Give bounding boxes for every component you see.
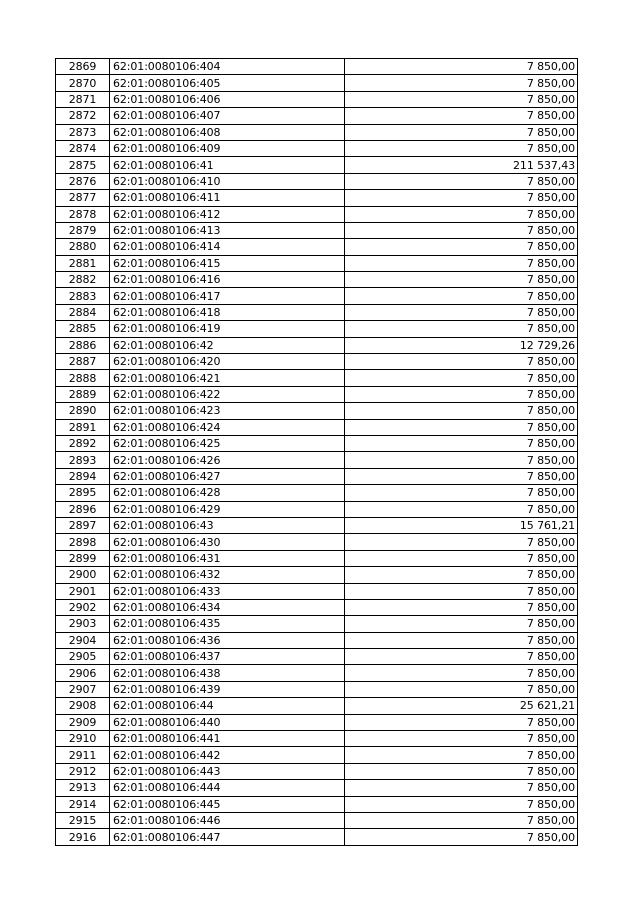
cadastral-number-cell: 62:01:0080106:42 <box>110 337 345 353</box>
cadastral-value-cell: 7 850,00 <box>345 239 578 255</box>
cadastral-value-cell: 15 761,21 <box>345 517 578 533</box>
row-number-cell: 2906 <box>56 665 110 681</box>
table-row <box>56 829 578 845</box>
row-number-cell: 2891 <box>56 419 110 435</box>
table-row <box>56 681 578 697</box>
cadastral-value-cell: 7 850,00 <box>345 616 578 632</box>
table-row <box>56 140 578 156</box>
cadastral-number-cell: 62:01:0080106:437 <box>110 649 345 665</box>
table-row <box>56 468 578 484</box>
row-number-cell: 2869 <box>56 59 110 75</box>
cadastral-number-cell: 62:01:0080106:446 <box>110 812 345 828</box>
cadastral-number-cell: 62:01:0080106:447 <box>110 829 345 845</box>
cadastral-number-cell: 62:01:0080106:424 <box>110 419 345 435</box>
table-row <box>56 272 578 288</box>
row-number-cell: 2881 <box>56 255 110 271</box>
cadastral-value-table <box>55 58 578 846</box>
cadastral-number-cell: 62:01:0080106:43 <box>110 517 345 533</box>
cadastral-number-cell: 62:01:0080106:439 <box>110 681 345 697</box>
cadastral-number-cell: 62:01:0080106:417 <box>110 288 345 304</box>
row-number-cell: 2884 <box>56 304 110 320</box>
table-body <box>56 59 578 846</box>
table-row <box>56 337 578 353</box>
table-row <box>56 517 578 533</box>
row-number-cell: 2870 <box>56 75 110 91</box>
table-row <box>56 288 578 304</box>
cadastral-number-cell: 62:01:0080106:413 <box>110 222 345 238</box>
cadastral-number-cell: 62:01:0080106:412 <box>110 206 345 222</box>
cadastral-number-cell: 62:01:0080106:428 <box>110 485 345 501</box>
table-row <box>56 763 578 779</box>
row-number-cell: 2892 <box>56 435 110 451</box>
cadastral-value-cell: 7 850,00 <box>345 190 578 206</box>
table-row <box>56 747 578 763</box>
row-number-cell: 2904 <box>56 632 110 648</box>
cadastral-number-cell: 62:01:0080106:404 <box>110 59 345 75</box>
row-number-cell: 2894 <box>56 468 110 484</box>
row-number-cell: 2907 <box>56 681 110 697</box>
cadastral-value-cell: 7 850,00 <box>345 665 578 681</box>
row-number-cell: 2900 <box>56 567 110 583</box>
cadastral-value-cell: 7 850,00 <box>345 222 578 238</box>
cadastral-value-cell: 7 850,00 <box>345 747 578 763</box>
row-number-cell: 2914 <box>56 796 110 812</box>
table-row <box>56 452 578 468</box>
cadastral-value-cell: 211 537,43 <box>345 157 578 173</box>
cadastral-value-cell: 7 850,00 <box>345 550 578 566</box>
table-row <box>56 501 578 517</box>
row-number-cell: 2913 <box>56 780 110 796</box>
row-number-cell: 2911 <box>56 747 110 763</box>
cadastral-number-cell: 62:01:0080106:431 <box>110 550 345 566</box>
row-number-cell: 2899 <box>56 550 110 566</box>
table-row <box>56 780 578 796</box>
cadastral-value-cell: 7 850,00 <box>345 567 578 583</box>
cadastral-number-cell: 62:01:0080106:435 <box>110 616 345 632</box>
row-number-cell: 2878 <box>56 206 110 222</box>
cadastral-value-cell: 7 850,00 <box>345 255 578 271</box>
row-number-cell: 2876 <box>56 173 110 189</box>
cadastral-value-cell: 7 850,00 <box>345 75 578 91</box>
cadastral-value-cell: 7 850,00 <box>345 59 578 75</box>
row-number-cell: 2890 <box>56 403 110 419</box>
table-row <box>56 386 578 402</box>
cadastral-number-cell: 62:01:0080106:422 <box>110 386 345 402</box>
cadastral-number-cell: 62:01:0080106:415 <box>110 255 345 271</box>
cadastral-value-cell: 7 850,00 <box>345 731 578 747</box>
cadastral-number-cell: 62:01:0080106:434 <box>110 599 345 615</box>
cadastral-value-cell: 12 729,26 <box>345 337 578 353</box>
cadastral-value-cell: 7 850,00 <box>345 108 578 124</box>
cadastral-value-cell: 7 850,00 <box>345 419 578 435</box>
cadastral-value-cell: 25 621,21 <box>345 698 578 714</box>
row-number-cell: 2886 <box>56 337 110 353</box>
cadastral-number-cell: 62:01:0080106:430 <box>110 534 345 550</box>
row-number-cell: 2872 <box>56 108 110 124</box>
table-row <box>56 599 578 615</box>
cadastral-number-cell: 62:01:0080106:423 <box>110 403 345 419</box>
cadastral-number-cell: 62:01:0080106:441 <box>110 731 345 747</box>
table-row <box>56 354 578 370</box>
row-number-cell: 2901 <box>56 583 110 599</box>
table-row <box>56 812 578 828</box>
cadastral-value-cell: 7 850,00 <box>345 468 578 484</box>
row-number-cell: 2879 <box>56 222 110 238</box>
cadastral-number-cell: 62:01:0080106:411 <box>110 190 345 206</box>
cadastral-value-cell: 7 850,00 <box>345 288 578 304</box>
row-number-cell: 2905 <box>56 649 110 665</box>
table-row <box>56 567 578 583</box>
row-number-cell: 2896 <box>56 501 110 517</box>
cadastral-value-cell: 7 850,00 <box>345 272 578 288</box>
table-row <box>56 485 578 501</box>
cadastral-number-cell: 62:01:0080106:41 <box>110 157 345 173</box>
cadastral-number-cell: 62:01:0080106:407 <box>110 108 345 124</box>
cadastral-number-cell: 62:01:0080106:433 <box>110 583 345 599</box>
cadastral-number-cell: 62:01:0080106:440 <box>110 714 345 730</box>
row-number-cell: 2916 <box>56 829 110 845</box>
row-number-cell: 2874 <box>56 140 110 156</box>
row-number-cell: 2908 <box>56 698 110 714</box>
table-row <box>56 108 578 124</box>
cadastral-number-cell: 62:01:0080106:443 <box>110 763 345 779</box>
table-row <box>56 370 578 386</box>
cadastral-number-cell: 62:01:0080106:442 <box>110 747 345 763</box>
cadastral-value-cell: 7 850,00 <box>345 452 578 468</box>
table-row <box>56 222 578 238</box>
row-number-cell: 2885 <box>56 321 110 337</box>
table-row <box>56 321 578 337</box>
table-row <box>56 206 578 222</box>
table-row <box>56 731 578 747</box>
cadastral-value-cell: 7 850,00 <box>345 812 578 828</box>
row-number-cell: 2915 <box>56 812 110 828</box>
row-number-cell: 2912 <box>56 763 110 779</box>
table-row <box>56 665 578 681</box>
cadastral-number-cell: 62:01:0080106:444 <box>110 780 345 796</box>
table-row <box>56 239 578 255</box>
cadastral-value-cell: 7 850,00 <box>345 649 578 665</box>
table-row <box>56 173 578 189</box>
cadastral-value-cell: 7 850,00 <box>345 763 578 779</box>
cadastral-value-cell: 7 850,00 <box>345 91 578 107</box>
table-row <box>56 649 578 665</box>
cadastral-value-cell: 7 850,00 <box>345 370 578 386</box>
cadastral-value-cell: 7 850,00 <box>345 140 578 156</box>
cadastral-number-cell: 62:01:0080106:420 <box>110 354 345 370</box>
table-row <box>56 616 578 632</box>
row-number-cell: 2902 <box>56 599 110 615</box>
row-number-cell: 2880 <box>56 239 110 255</box>
cadastral-value-cell: 7 850,00 <box>345 386 578 402</box>
row-number-cell: 2875 <box>56 157 110 173</box>
cadastral-number-cell: 62:01:0080106:421 <box>110 370 345 386</box>
table-row <box>56 796 578 812</box>
row-number-cell: 2897 <box>56 517 110 533</box>
table-row <box>56 124 578 140</box>
cadastral-value-cell: 7 850,00 <box>345 681 578 697</box>
cadastral-value-cell: 7 850,00 <box>345 354 578 370</box>
cadastral-number-cell: 62:01:0080106:436 <box>110 632 345 648</box>
cadastral-value-cell: 7 850,00 <box>345 829 578 845</box>
cadastral-number-cell: 62:01:0080106:406 <box>110 91 345 107</box>
cadastral-number-cell: 62:01:0080106:408 <box>110 124 345 140</box>
table-row <box>56 304 578 320</box>
cadastral-value-cell: 7 850,00 <box>345 124 578 140</box>
cadastral-value-cell: 7 850,00 <box>345 403 578 419</box>
row-number-cell: 2887 <box>56 354 110 370</box>
cadastral-value-cell: 7 850,00 <box>345 206 578 222</box>
table-row <box>56 75 578 91</box>
table-row <box>56 714 578 730</box>
cadastral-number-cell: 62:01:0080106:427 <box>110 468 345 484</box>
cadastral-number-cell: 62:01:0080106:409 <box>110 140 345 156</box>
cadastral-number-cell: 62:01:0080106:405 <box>110 75 345 91</box>
table-row <box>56 59 578 75</box>
cadastral-number-cell: 62:01:0080106:419 <box>110 321 345 337</box>
cadastral-value-cell: 7 850,00 <box>345 534 578 550</box>
row-number-cell: 2909 <box>56 714 110 730</box>
cadastral-number-cell: 62:01:0080106:426 <box>110 452 345 468</box>
table-row <box>56 419 578 435</box>
table-row <box>56 190 578 206</box>
table-row <box>56 157 578 173</box>
table-row <box>56 632 578 648</box>
row-number-cell: 2893 <box>56 452 110 468</box>
table-row <box>56 403 578 419</box>
row-number-cell: 2889 <box>56 386 110 402</box>
row-number-cell: 2895 <box>56 485 110 501</box>
cadastral-value-cell: 7 850,00 <box>345 632 578 648</box>
row-number-cell: 2883 <box>56 288 110 304</box>
cadastral-value-cell: 7 850,00 <box>345 485 578 501</box>
table-row <box>56 435 578 451</box>
cadastral-number-cell: 62:01:0080106:416 <box>110 272 345 288</box>
row-number-cell: 2903 <box>56 616 110 632</box>
cadastral-number-cell: 62:01:0080106:414 <box>110 239 345 255</box>
cadastral-value-cell: 7 850,00 <box>345 583 578 599</box>
table-row <box>56 550 578 566</box>
table-row <box>56 698 578 714</box>
cadastral-number-cell: 62:01:0080106:432 <box>110 567 345 583</box>
cadastral-value-cell: 7 850,00 <box>345 173 578 189</box>
cadastral-value-cell: 7 850,00 <box>345 599 578 615</box>
row-number-cell: 2898 <box>56 534 110 550</box>
cadastral-value-cell: 7 850,00 <box>345 304 578 320</box>
row-number-cell: 2873 <box>56 124 110 140</box>
row-number-cell: 2871 <box>56 91 110 107</box>
cadastral-number-cell: 62:01:0080106:425 <box>110 435 345 451</box>
row-number-cell: 2910 <box>56 731 110 747</box>
cadastral-value-cell: 7 850,00 <box>345 780 578 796</box>
table-row <box>56 91 578 107</box>
cadastral-number-cell: 62:01:0080106:44 <box>110 698 345 714</box>
cadastral-number-cell: 62:01:0080106:418 <box>110 304 345 320</box>
table-row <box>56 255 578 271</box>
table-row <box>56 583 578 599</box>
cadastral-number-cell: 62:01:0080106:438 <box>110 665 345 681</box>
cadastral-value-cell: 7 850,00 <box>345 501 578 517</box>
cadastral-value-cell: 7 850,00 <box>345 321 578 337</box>
table-row <box>56 534 578 550</box>
row-number-cell: 2877 <box>56 190 110 206</box>
cadastral-number-cell: 62:01:0080106:445 <box>110 796 345 812</box>
cadastral-value-cell: 7 850,00 <box>345 796 578 812</box>
row-number-cell: 2882 <box>56 272 110 288</box>
cadastral-value-cell: 7 850,00 <box>345 714 578 730</box>
row-number-cell: 2888 <box>56 370 110 386</box>
cadastral-number-cell: 62:01:0080106:410 <box>110 173 345 189</box>
cadastral-number-cell: 62:01:0080106:429 <box>110 501 345 517</box>
cadastral-value-cell: 7 850,00 <box>345 435 578 451</box>
